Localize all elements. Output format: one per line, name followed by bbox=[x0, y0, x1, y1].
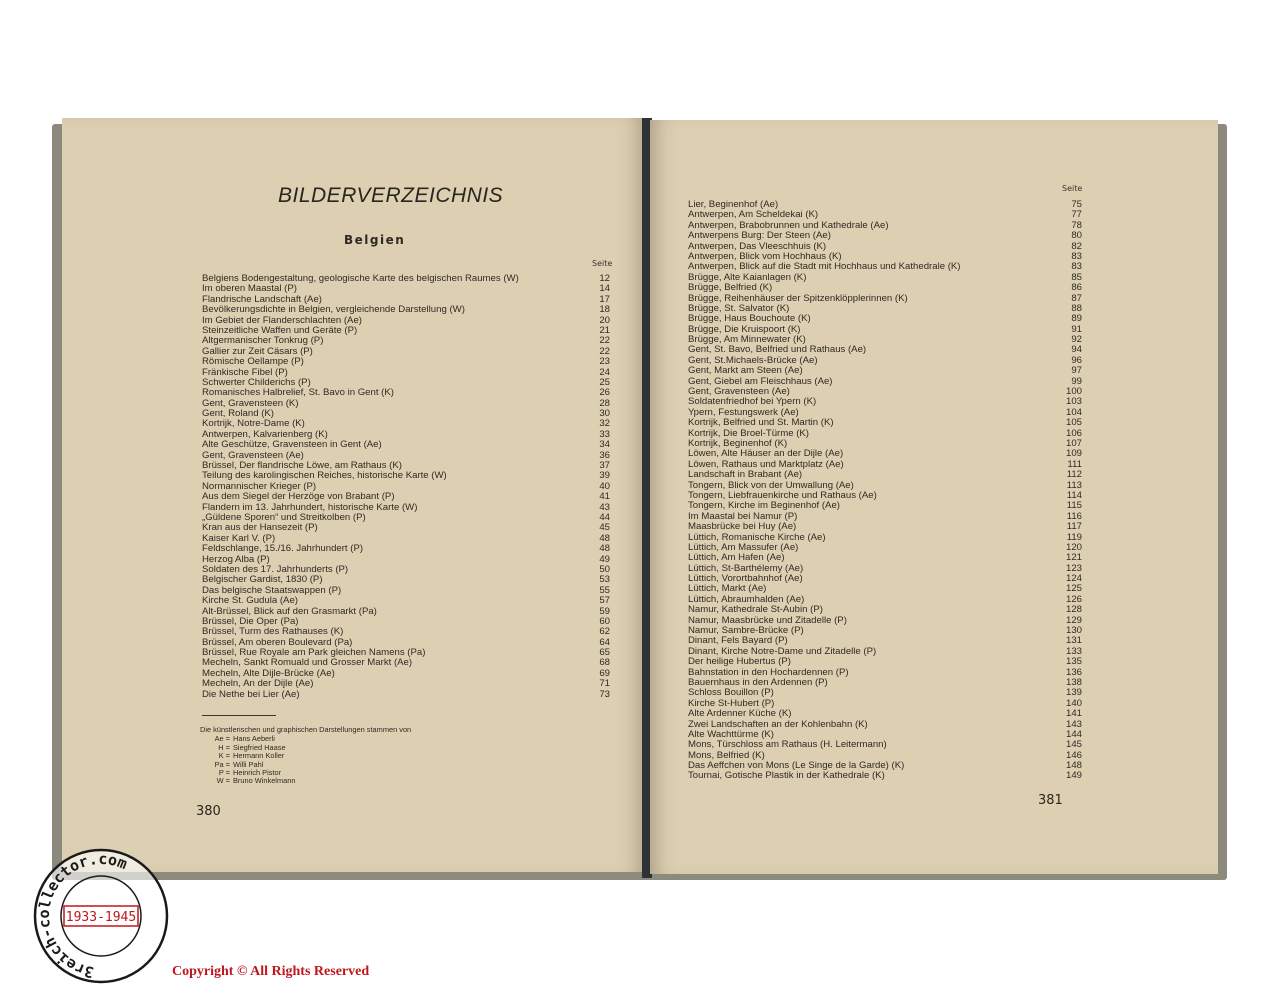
entry-page-number: 94 bbox=[1071, 344, 1082, 356]
entry-title: Kortrijk, Die Broel-Türme (K) bbox=[688, 427, 810, 439]
entry-page-number: 71 bbox=[599, 678, 610, 690]
entry-title: Antwerpen, Brabobrunnen und Kathedrale (Ae) bbox=[688, 219, 889, 231]
entry-title: Belgischer Gardist, 1830 (P) bbox=[202, 574, 323, 586]
entry-title: Brüssel, Rue Royale am Park gleichen Namens (Pa) bbox=[202, 647, 426, 659]
artist-name: Willi Pahl bbox=[233, 759, 264, 769]
entry-page-number: 23 bbox=[599, 356, 610, 368]
entry-page-number: 20 bbox=[599, 314, 610, 326]
entry-page-number: 111 bbox=[1067, 458, 1082, 470]
artist-code: Ae = bbox=[214, 734, 230, 744]
entry-title: Mons, Belfried (K) bbox=[688, 749, 765, 761]
open-book bbox=[52, 118, 1227, 880]
entry-title: Brügge, Reihenhäuser der Spitzenklöpplerinnen (K) bbox=[688, 292, 908, 304]
entry-title: Kirche St-Hubert (P) bbox=[688, 697, 775, 709]
credit-row bbox=[200, 735, 411, 743]
entry-title: Die Nethe bei Lier (Ae) bbox=[202, 688, 300, 700]
stamp-years: 1933-1945 bbox=[65, 910, 137, 925]
entry-page-number: 121 bbox=[1065, 552, 1082, 564]
entry-page-number: 53 bbox=[599, 574, 610, 586]
entry-title: Kortrijk, Beginenhof (K) bbox=[688, 437, 788, 449]
entry-title: Feldschlange, 15./16. Jahrhundert (P) bbox=[202, 543, 364, 555]
entry-page-number: 36 bbox=[599, 449, 610, 461]
entry-title: Schloss Bouillon (P) bbox=[688, 687, 774, 699]
entry-page-number: 14 bbox=[599, 283, 610, 295]
entry-title: Soldatenfriedhof bei Ypern (K) bbox=[688, 396, 817, 408]
entry-page-number: 22 bbox=[599, 345, 610, 357]
page-number: 381 bbox=[1038, 793, 1063, 808]
entry-page-number: 113 bbox=[1066, 479, 1082, 491]
entry-page-number: 34 bbox=[599, 439, 610, 451]
right-page bbox=[650, 120, 1218, 874]
entry-page-number: 83 bbox=[1071, 250, 1082, 262]
index-entry bbox=[688, 771, 1082, 781]
picture-index-list bbox=[202, 274, 610, 700]
entry-page-number: 99 bbox=[1071, 375, 1082, 387]
entry-title: Landschaft in Brabant (Ae) bbox=[688, 469, 803, 481]
seite-label: Seite bbox=[592, 259, 613, 268]
artist-code: K = bbox=[218, 751, 230, 761]
credit-row bbox=[200, 744, 411, 752]
entry-title: Brüssel, Der flandrische Löwe, am Rathaus (K) bbox=[202, 460, 402, 472]
entry-page-number: 135 bbox=[1065, 656, 1082, 668]
artist-name: Bruno Winkelmann bbox=[233, 776, 296, 786]
entry-page-number: 83 bbox=[1071, 261, 1082, 273]
entry-page-number: 112 bbox=[1066, 469, 1082, 481]
entry-page-number: 50 bbox=[599, 563, 610, 575]
entry-page-number: 149 bbox=[1065, 770, 1082, 782]
entry-page-number: 119 bbox=[1066, 531, 1082, 543]
entry-page-number: 138 bbox=[1065, 676, 1082, 688]
entry-page-number: 22 bbox=[599, 335, 610, 347]
entry-page-number: 32 bbox=[599, 418, 610, 430]
entry-title: Alte Ardenner Küche (K) bbox=[688, 708, 792, 720]
entry-title: Namur, Maasbrücke und Zitadelle (P) bbox=[688, 614, 847, 626]
seite-label: Seite bbox=[1062, 184, 1083, 193]
credit-row bbox=[200, 769, 411, 777]
entry-title: Gent, Gravensteen (Ae) bbox=[688, 386, 790, 398]
entry-title: Löwen, Alte Häuser an der Dijle (Ae) bbox=[688, 448, 844, 460]
entry-title: Brügge, St. Salvator (K) bbox=[688, 302, 790, 314]
entry-page-number: 125 bbox=[1065, 583, 1082, 595]
entry-page-number: 109 bbox=[1065, 448, 1082, 460]
entry-page-number: 55 bbox=[599, 584, 610, 596]
entry-page-number: 18 bbox=[599, 304, 610, 316]
entry-page-number: 96 bbox=[1071, 354, 1082, 366]
entry-title: Römische Oellampe (P) bbox=[202, 356, 304, 368]
entry-title: Maasbrücke bei Huy (Ae) bbox=[688, 521, 797, 533]
page-title: BILDERVERZEICHNIS bbox=[278, 184, 504, 207]
credits-intro: Die künstlerischen und graphischen Darstellungen stammen von bbox=[200, 725, 412, 734]
entry-page-number: 12 bbox=[599, 273, 610, 284]
entry-page-number: 78 bbox=[1071, 219, 1082, 231]
entry-page-number: 39 bbox=[599, 470, 610, 482]
entry-title: Lüttich, Abraumhalden (Ae) bbox=[688, 593, 805, 605]
entry-title: Namur, Kathedrale St-Aubin (P) bbox=[688, 604, 823, 616]
credit-row bbox=[200, 761, 411, 769]
index-entry bbox=[688, 470, 1082, 480]
entry-title: Gent, Giebel am Fleischhaus (Ae) bbox=[688, 375, 833, 387]
entry-title: Herzog Alba (P) bbox=[202, 553, 270, 565]
entry-page-number: 37 bbox=[599, 460, 610, 472]
artist-name: Heinrich Pistor bbox=[233, 768, 282, 778]
entry-title: Lüttich, Vorortbahnhof (Ae) bbox=[688, 573, 803, 585]
section-heading: Belgien bbox=[344, 233, 406, 247]
entry-title: Teilung des karolingischen Reiches, historische Karte (W) bbox=[202, 470, 447, 482]
entry-title: Antwerpen, Am Scheldekai (K) bbox=[688, 209, 819, 221]
entry-page-number: 89 bbox=[1071, 313, 1082, 325]
entry-title: Normannischer Krieger (P) bbox=[202, 480, 317, 492]
entry-title: Ypern, Festungswerk (Ae) bbox=[688, 406, 799, 418]
entry-title: Lüttich, Am Hafen (Ae) bbox=[688, 552, 785, 564]
entry-title: Das belgische Staatswappen (P) bbox=[202, 584, 342, 596]
entry-title: Gent, St. Bavo, Belfried und Rathaus (Ae) bbox=[688, 344, 867, 356]
entry-page-number: 48 bbox=[599, 532, 610, 544]
entry-page-number: 140 bbox=[1065, 697, 1082, 709]
entry-title: Flandern im 13. Jahrhundert, historische Karte (W) bbox=[202, 501, 418, 513]
artist-code: H = bbox=[218, 742, 230, 752]
entry-page-number: 120 bbox=[1065, 541, 1082, 553]
entry-page-number: 65 bbox=[599, 647, 610, 659]
entry-page-number: 116 bbox=[1066, 510, 1082, 522]
entry-title: Brügge, Alte Kaianlagen (K) bbox=[688, 271, 807, 283]
entry-title: Brüssel, Turm des Rathauses (K) bbox=[202, 626, 344, 638]
entry-title: Belgiens Bodengestaltung, geologische Karte des belgischen Raumes (W) bbox=[202, 273, 519, 284]
entry-page-number: 59 bbox=[599, 605, 610, 617]
entry-title: Romanisches Halbrelief, St. Bavo in Gent (K) bbox=[202, 387, 394, 399]
entry-page-number: 86 bbox=[1071, 282, 1082, 294]
entry-title: „Güldene Sporen“ und Streitkolben (P) bbox=[202, 511, 366, 523]
entry-title: Tongern, Liebfrauenkirche und Rathaus (Ae) bbox=[688, 489, 877, 501]
entry-page-number: 115 bbox=[1066, 500, 1082, 512]
entry-page-number: 100 bbox=[1065, 386, 1082, 398]
entry-title: Antwerpen, Das Vleeschhuis (K) bbox=[688, 240, 827, 252]
picture-index-list bbox=[688, 200, 1082, 782]
entry-title: Aus dem Siegel der Herzöge von Brabant (P) bbox=[202, 491, 395, 503]
entry-title: Soldaten des 17. Jahrhunderts (P) bbox=[202, 563, 349, 575]
entry-title: Kortrijk, Belfried und St. Martin (K) bbox=[688, 417, 834, 429]
entry-page-number: 92 bbox=[1071, 334, 1082, 346]
entry-title: Antwerpens Burg: Der Steen (Ae) bbox=[688, 230, 831, 242]
footnote-rule bbox=[202, 715, 276, 716]
entry-title: Altgermanischer Tonkrug (P) bbox=[202, 335, 324, 347]
entry-title: Antwerpen, Blick vom Hochhaus (K) bbox=[688, 250, 842, 262]
entry-page-number: 87 bbox=[1071, 292, 1082, 304]
entry-page-number: 129 bbox=[1065, 614, 1082, 626]
entry-title: Alt-Brüssel, Blick auf den Grasmarkt (Pa) bbox=[202, 605, 377, 617]
entry-page-number: 33 bbox=[599, 428, 610, 440]
entry-title: Lüttich, St-Barthélemy (Ae) bbox=[688, 562, 804, 574]
entry-page-number: 30 bbox=[599, 408, 610, 420]
page-number: 380 bbox=[196, 804, 221, 819]
entry-title: Tournai, Gotische Plastik in der Kathedrale (K) bbox=[688, 770, 885, 782]
entry-page-number: 107 bbox=[1065, 437, 1082, 449]
entry-title: Lüttich, Romanische Kirche (Ae) bbox=[688, 531, 826, 543]
entry-page-number: 136 bbox=[1065, 666, 1082, 678]
entry-page-number: 77 bbox=[1071, 209, 1082, 221]
entry-title: Schwerter Childerichs (P) bbox=[202, 376, 311, 388]
entry-page-number: 64 bbox=[599, 636, 610, 648]
entry-page-number: 124 bbox=[1065, 573, 1082, 585]
left-page bbox=[62, 118, 644, 872]
entry-page-number: 105 bbox=[1065, 417, 1082, 429]
entry-page-number: 145 bbox=[1065, 739, 1082, 751]
entry-title: Lüttich, Markt (Ae) bbox=[688, 583, 767, 595]
entry-title: Dinant, Fels Bayard (P) bbox=[688, 635, 788, 647]
watermark-stamp bbox=[26, 846, 176, 986]
entry-page-number: 25 bbox=[599, 376, 610, 388]
entry-page-number: 43 bbox=[599, 501, 610, 513]
entry-page-number: 139 bbox=[1065, 687, 1082, 699]
entry-page-number: 80 bbox=[1071, 230, 1082, 242]
entry-title: Kirche St. Gudula (Ae) bbox=[202, 595, 298, 607]
entry-title: Antwerpen, Kalvarienberg (K) bbox=[202, 428, 328, 440]
entry-title: Mecheln, An der Dijle (Ae) bbox=[202, 678, 314, 690]
entry-page-number: 48 bbox=[599, 543, 610, 555]
entry-page-number: 123 bbox=[1065, 562, 1082, 574]
entry-title: Steinzeitliche Waffen und Geräte (P) bbox=[202, 324, 358, 336]
entry-title: Mecheln, Alte Dijle-Brücke (Ae) bbox=[202, 667, 335, 679]
entry-page-number: 24 bbox=[599, 366, 610, 378]
entry-title: Mecheln, Sankt Romuald und Grosser Markt (Ae) bbox=[202, 657, 413, 669]
entry-page-number: 21 bbox=[599, 324, 610, 336]
entry-page-number: 26 bbox=[599, 387, 610, 399]
entry-page-number: 62 bbox=[599, 626, 610, 638]
entry-page-number: 91 bbox=[1071, 323, 1082, 335]
entry-page-number: 143 bbox=[1065, 718, 1082, 730]
entry-page-number: 68 bbox=[599, 657, 610, 669]
entry-page-number: 146 bbox=[1065, 749, 1082, 761]
index-entry bbox=[688, 283, 1082, 293]
entry-page-number: 60 bbox=[599, 615, 610, 627]
entry-page-number: 40 bbox=[599, 480, 610, 492]
entry-title: Bahnstation in den Hochardennen (P) bbox=[688, 666, 849, 678]
entry-page-number: 28 bbox=[599, 397, 610, 409]
entry-page-number: 117 bbox=[1066, 521, 1082, 533]
entry-title: Im Gebiet der Flanderschlachten (Ae) bbox=[202, 314, 362, 326]
entry-page-number: 17 bbox=[599, 293, 610, 305]
entry-title: Lier, Beginenhof (Ae) bbox=[688, 199, 779, 210]
entry-title: Gent, Roland (K) bbox=[202, 408, 274, 420]
entry-title: Brügge, Am Minnewater (K) bbox=[688, 334, 806, 346]
entry-title: Im oberen Maastal (P) bbox=[202, 283, 297, 295]
artist-name: Siegfried Haase bbox=[233, 742, 286, 752]
entry-title: Lüttich, Am Massufer (Ae) bbox=[688, 541, 799, 553]
index-entry bbox=[688, 522, 1082, 532]
entry-page-number: 69 bbox=[599, 667, 610, 679]
entry-title: Flandrische Landschaft (Ae) bbox=[202, 293, 322, 305]
index-entry bbox=[202, 596, 610, 606]
index-entry bbox=[202, 690, 610, 700]
entry-page-number: 103 bbox=[1065, 396, 1082, 408]
entry-title: Tongern, Blick von der Umwallung (Ae) bbox=[688, 479, 854, 491]
entry-title: Gent, Gravensteen (K) bbox=[202, 397, 299, 409]
entry-page-number: 75 bbox=[1071, 199, 1082, 210]
entry-page-number: 104 bbox=[1065, 406, 1082, 418]
entry-title: Gallier zur Zeit Cäsars (P) bbox=[202, 345, 313, 357]
artist-credits bbox=[200, 726, 411, 786]
entry-title: Kaiser Karl V. (P) bbox=[202, 532, 276, 544]
entry-title: Fränkische Fibel (P) bbox=[202, 366, 288, 378]
index-entry bbox=[688, 709, 1082, 719]
entry-page-number: 88 bbox=[1071, 302, 1082, 314]
entry-title: Gent, Gravensteen (Ae) bbox=[202, 449, 304, 461]
entry-page-number: 57 bbox=[599, 595, 610, 607]
artist-code: W = bbox=[216, 776, 230, 786]
stamp-ring-text: 3reich-collector.com bbox=[34, 849, 130, 982]
entry-title: Bauernhaus in den Ardennen (P) bbox=[688, 676, 828, 688]
index-entry bbox=[202, 305, 610, 315]
entry-title: Kortrijk, Notre-Dame (K) bbox=[202, 418, 305, 430]
entry-title: Mons, Türschloss am Rathaus (H. Leitermann) bbox=[688, 739, 887, 751]
entry-page-number: 130 bbox=[1065, 625, 1082, 637]
entry-page-number: 73 bbox=[599, 688, 610, 700]
entry-title: Gent, Markt am Steen (Ae) bbox=[688, 365, 803, 377]
entry-title: Das Aeffchen von Mons (Le Singe de la Garde) (K) bbox=[688, 760, 905, 772]
index-entry bbox=[688, 231, 1082, 241]
entry-title: Kran aus der Hansezeit (P) bbox=[202, 522, 318, 534]
entry-page-number: 82 bbox=[1071, 240, 1082, 252]
artist-code: Pa = bbox=[214, 759, 230, 769]
entry-page-number: 114 bbox=[1066, 489, 1082, 501]
entry-page-number: 131 bbox=[1065, 635, 1082, 647]
entry-page-number: 148 bbox=[1065, 760, 1082, 772]
index-entry bbox=[202, 544, 610, 554]
entry-page-number: 106 bbox=[1065, 427, 1082, 439]
entry-page-number: 97 bbox=[1071, 365, 1082, 377]
entry-title: Alte Wachttürme (K) bbox=[688, 728, 775, 740]
entry-title: Der heilige Hubertus (P) bbox=[688, 656, 791, 668]
entry-page-number: 126 bbox=[1065, 593, 1082, 605]
entry-title: Brügge, Die Kruispoort (K) bbox=[688, 323, 801, 335]
entry-title: Brüssel, Die Oper (Pa) bbox=[202, 615, 299, 627]
entry-page-number: 128 bbox=[1065, 604, 1082, 616]
entry-title: Löwen, Rathaus und Marktplatz (Ae) bbox=[688, 458, 844, 470]
entry-title: Dinant, Kirche Notre-Dame und Zitadelle (P) bbox=[688, 645, 877, 657]
entry-page-number: 41 bbox=[599, 491, 610, 503]
credit-row bbox=[200, 752, 411, 760]
copyright-notice: Copyright © All Rights Reserved bbox=[172, 964, 370, 979]
entry-title: Gent, St.Michaels-Brücke (Ae) bbox=[688, 354, 818, 366]
entry-page-number: 85 bbox=[1071, 271, 1082, 283]
entry-title: Bevölkerungsdichte in Belgien, vergleichende Darstellung (W) bbox=[202, 304, 465, 316]
entry-page-number: 133 bbox=[1065, 645, 1082, 657]
entry-title: Antwerpen, Blick auf die Stadt mit Hochhaus und Kathedrale (K) bbox=[688, 261, 961, 273]
entry-title: Tongern, Kirche im Beginenhof (Ae) bbox=[688, 500, 840, 512]
artist-name: Hans Aeberli bbox=[233, 734, 275, 744]
entry-page-number: 45 bbox=[599, 522, 610, 534]
entry-page-number: 144 bbox=[1065, 728, 1082, 740]
artist-code: P = bbox=[218, 768, 230, 778]
entry-page-number: 44 bbox=[599, 511, 610, 523]
entry-page-number: 49 bbox=[599, 553, 610, 565]
entry-title: Brüssel, Am oberen Boulevard (Pa) bbox=[202, 636, 353, 648]
entry-title: Im Maastal bei Namur (P) bbox=[688, 510, 798, 522]
artist-name: Hermann Koller bbox=[233, 751, 285, 761]
entry-title: Zwei Landschaften an der Kohlenbahn (K) bbox=[688, 718, 868, 730]
credit-row bbox=[200, 777, 411, 785]
index-entry bbox=[202, 357, 610, 367]
entry-title: Alte Geschütze, Gravensteen in Gent (Ae) bbox=[202, 439, 382, 451]
entry-title: Brügge, Haus Bouchoute (K) bbox=[688, 313, 811, 325]
entry-page-number: 141 bbox=[1065, 708, 1082, 720]
entry-title: Namur, Sambre-Brücke (P) bbox=[688, 625, 804, 637]
entry-title: Brügge, Belfried (K) bbox=[688, 282, 773, 294]
